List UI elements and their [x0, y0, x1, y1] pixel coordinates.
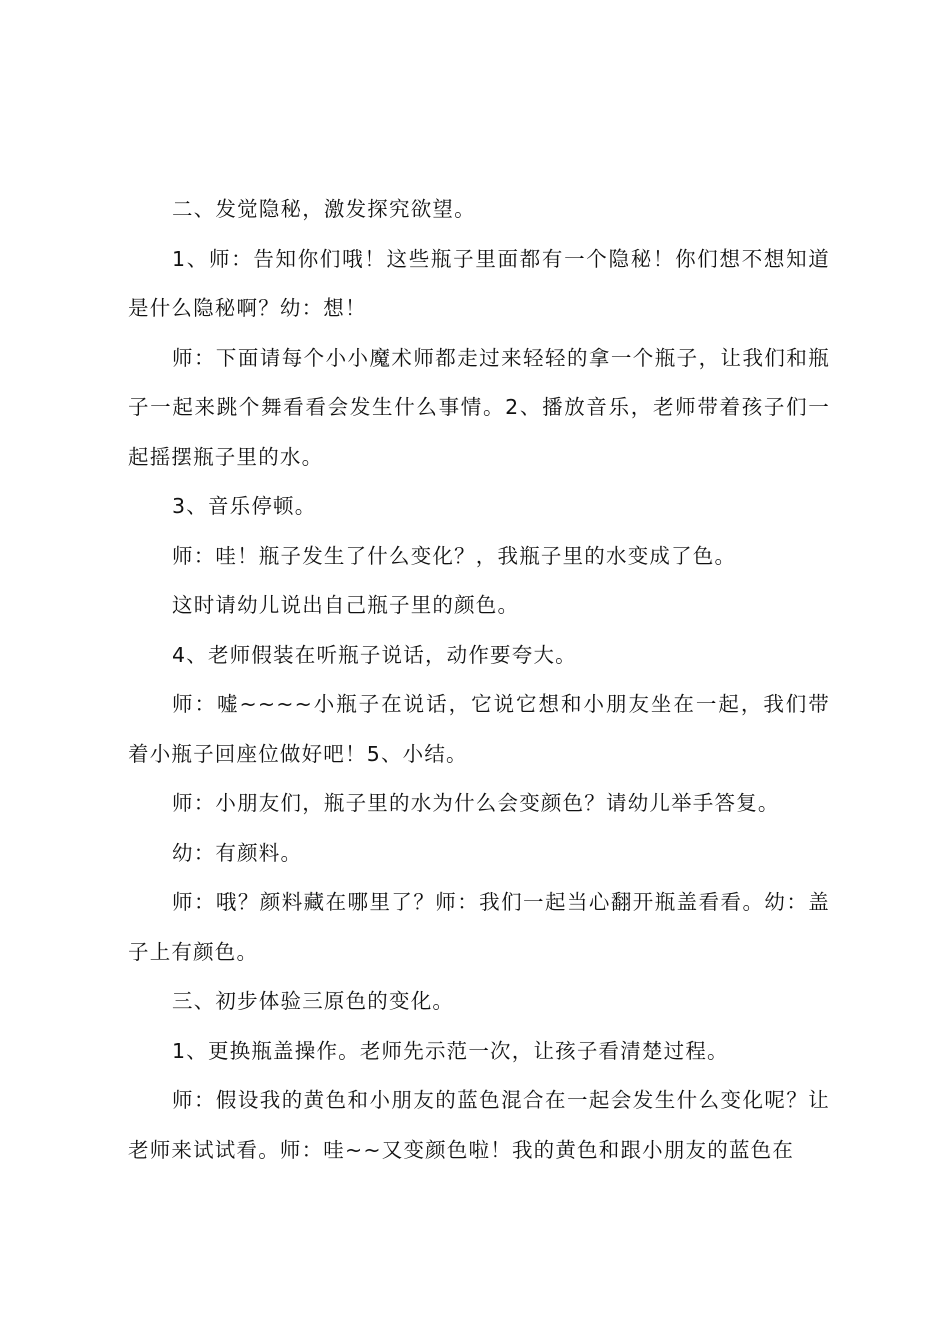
paragraph-section-three-heading: 三、初步体验三原色的变化。 — [172, 989, 455, 1013]
paragraph-teacher-mix-colors: 师：假设我的黄色和小朋友的蓝色混合在一起会发生什么变化呢？让老师来试试看。师：哇~~又变颜色啦！我的黄色和跟小朋友的蓝色在 — [128, 1088, 830, 1162]
paragraph-step-1: 1、师：告知你们哦！这些瓶子里面都有一个隐秘！你们想不想知道是什么隐秘啊？幼：想！ — [128, 246, 830, 320]
paragraph-teacher-shh: 师：嘘~~~~小瓶子在说话，它说它想和小朋友坐在一起，我们带着小瓶子回座位做好吧！5、小结。 — [128, 692, 830, 766]
paragraph-teacher-question: 师：小朋友们，瓶子里的水为什么会变颜色？请幼儿举手答复。 — [172, 791, 780, 815]
paragraph-section-two-heading: 二、发觉隐秘，激发探究欲望。 — [172, 197, 476, 221]
paragraph-teacher-where-pigment: 师：哦？颜料藏在哪里了？师：我们一起当心翻开瓶盖看看。幼：盖子上有颜色。 — [128, 890, 830, 964]
document-body — [128, 185, 830, 1175]
paragraph-teacher-magic-bottles: 师：下面请每个小小魔术师都走过来轻轻的拿一个瓶子，让我们和瓶子一起来跳个舞看看会发生什么事情。2、播放音乐，老师带着孩子们一起摇摆瓶子里的水。 — [128, 345, 830, 469]
paragraph-step-4: 4、老师假装在听瓶子说话，动作要夸大。 — [172, 642, 577, 667]
paragraph-child-answer: 幼：有颜料。 — [172, 840, 303, 865]
paragraph-teacher-wow: 师：哇！瓶子发生了什么变化？，我瓶子里的水变成了色。 — [172, 543, 737, 568]
paragraph-step-3: 3、音乐停顿。 — [172, 494, 317, 518]
paragraph-children-say-color: 这时请幼儿说出自己瓶子里的颜色。 — [172, 593, 520, 617]
paragraph-step-1-swap-caps: 1、更换瓶盖操作。老师先示范一次，让孩子看清楚过程。 — [172, 1038, 729, 1063]
